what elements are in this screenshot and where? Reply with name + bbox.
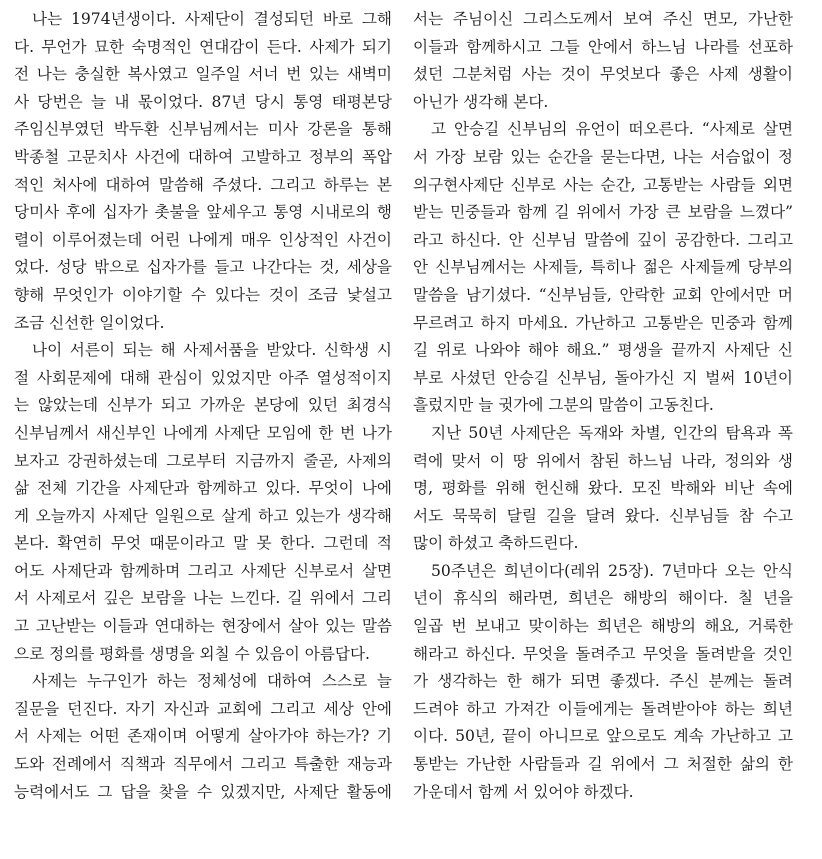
- right-column-text-line: 가운데서 함께 서 있어야 하겠다.: [413, 782, 634, 801]
- right-column-text-line: 이들과 함께하시고 그들 안에서 하느님 나라를 선포하: [413, 37, 793, 56]
- right-column-text-line: 력에 맞서 이 땅 위에서 참된 하느님 나라, 정의와 생: [413, 451, 793, 470]
- right-column-text-line: 이다. 50년, 끝이 아니므로 앞으로도 계속 가난하고 고: [413, 727, 793, 746]
- left-column-text-line: 어도 사제단과 함께하며 그리고 사제단 신부로서 살면: [14, 561, 392, 580]
- right-column-text-line: 고 안승길 신부님의 유언이 떠오른다. “사제로 살면: [431, 120, 793, 139]
- left-column-text-line: 본다. 확연히 무엇 때문이라고 말 못 한다. 그런데 적: [14, 534, 392, 553]
- right-column-text-line: 서는 주님이신 그리스도께서 보여 주신 면모, 가난한: [413, 10, 793, 28]
- left-column-text-line: 사제는 누구인가 하는 정체성에 대하여 스스로 늘: [32, 672, 392, 691]
- right-column-text-line: 길 위로 나와야 해야 해요.” 평생을 끝까지 사제단 신: [413, 341, 793, 360]
- right-column-text-line: 드려야 하고 가져간 이들에게는 돌려받아야 하는 희년: [413, 699, 793, 718]
- left-column-text-line: 신부님께서 새신부인 나에게 사제단 모임에 한 번 나가: [14, 423, 392, 442]
- left-column-text-line: 고 고난받는 이들과 연대하는 현장에서 살아 있는 말씀: [14, 617, 392, 636]
- left-column-text-line: 삶 전체 기간을 사제단과 함께하고 있다. 무엇이 나에: [14, 479, 392, 498]
- left-column-text-line: 나이 서른이 되는 해 사제서품을 받았다. 신학생 시: [32, 341, 392, 360]
- right-column-text-line: 흘렀지만 늘 귓가에 그분의 말씀이 고동친다.: [413, 396, 714, 415]
- right-column-text-line: 지난 50년 사제단은 독재와 차별, 인간의 탐욕과 폭: [431, 423, 793, 442]
- left-column-text-line: 주임신부였던 박두환 신부님께서는 미사 강론을 통해: [14, 120, 392, 139]
- right-column-text-line: 많이 하셨고 축하드린다.: [413, 534, 579, 553]
- right-column-text-line: 일곱 번 보내고 맞이하는 희년은 해방의 해요, 거룩한: [413, 617, 793, 636]
- left-column-text-line: 박종철 고문치사 사건에 대하여 고발하고 정부의 폭압: [14, 147, 392, 166]
- left-column-text-line: 나는 1974년생이다. 사제단이 결성되던 바로 그해: [32, 10, 392, 28]
- right-column-text-line: 라고 하신다. 안 신부님 말씀에 깊이 공감한다. 그리고: [413, 230, 793, 249]
- right-column-text-line: 서 가장 보람 있는 순간을 묻는다면, 나는 서슴없이 정: [413, 147, 793, 166]
- left-column-text-line: 었다. 성당 밖으로 십자가를 들고 나간다는 것, 세상을: [14, 258, 392, 277]
- right-column-text-line: 통받는 가난한 사람들과 길 위에서 그 처절한 삶의 한: [413, 755, 793, 774]
- left-column-text-line: 서 사제로서 깊은 보람을 나는 느낀다. 길 위에서 그리: [14, 589, 392, 608]
- right-column-text-line: 부로 사셨던 안승길 신부님, 돌아가신 지 벌써 10년이: [413, 368, 793, 387]
- right-column-text-line: 명, 평화를 위해 헌신해 왔다. 모진 박해와 비난 속에: [413, 479, 793, 498]
- left-column-text-line: 전 나는 충실한 복사였고 일주일 서너 번 있는 새벽미: [14, 65, 392, 84]
- left-column: [14, 6, 392, 806]
- left-column-text-line: 당미사 후에 십자가 촛불을 앞세우고 통영 시내로의 행: [14, 203, 392, 222]
- left-column-text-line: 능력에서도 그 답을 찾을 수 있겠지만, 사제단 활동에: [14, 782, 392, 801]
- right-column-text-line: 서도 묵묵히 달릴 길을 달려 왔다. 신부님들 참 수고: [413, 506, 793, 525]
- left-column-text-line: 적인 처사에 대하여 말씀해 주셨다. 그리고 하루는 본: [14, 175, 392, 194]
- left-column-text-line: 절 사회문제에 대해 관심이 있었지만 아주 열성적이지: [14, 368, 392, 387]
- right-column-text-line: 의구현사제단 신부로 사는 순간, 고통받는 사람들 외면: [413, 175, 793, 194]
- left-column-text-line: 사 당번은 늘 내 몫이었다. 87년 당시 통영 태평본당: [14, 92, 392, 111]
- left-column-text-line: 보자고 강권하셨는데 그로부터 지금까지 줄곧, 사제의: [14, 451, 392, 470]
- right-column-text-line: 50주년은 희년이다(레위 25장). 7년마다 오는 안식: [431, 561, 793, 580]
- right-column-text-line: 말씀을 남기셨다. “신부님들, 안락한 교회 안에서만 머: [413, 285, 793, 304]
- right-column-text-line: 가 생각하는 한 해가 되면 좋겠다. 주신 분께는 돌려: [413, 672, 793, 691]
- right-column-text-line: 셨던 그분처럼 사는 것이 무엇보다 좋은 사제 생활이: [413, 65, 793, 84]
- right-column-text-line: 안 신부님께서는 사제들, 특히나 젊은 사제들께 당부의: [413, 258, 793, 277]
- right-column-text-line: 해라고 하신다. 무엇을 돌려주고 무엇을 돌려받을 것인: [413, 644, 793, 663]
- left-column-text-line: 게 오늘까지 사제단 일원으로 살게 하고 있는가 생각해: [14, 506, 392, 525]
- right-column-text-line: 아닌가 생각해 본다.: [413, 92, 549, 111]
- right-column: [413, 6, 793, 806]
- left-column-text-line: 다. 무언가 묘한 숙명적인 연대감이 든다. 사제가 되기: [14, 37, 392, 56]
- left-column-text-line: 도와 전례에서 직책과 직무에서 그리고 특출한 재능과: [14, 755, 392, 774]
- left-column-text-line: 렬이 이루어졌는데 어린 나에게 매우 인상적인 사건이: [14, 230, 392, 249]
- left-column-text-line: 향해 무엇인가 이야기할 수 있다는 것이 조금 낯설고: [14, 285, 392, 304]
- left-column-text-line: 질문을 던진다. 자기 자신과 교회에 그리고 세상 안에: [14, 699, 392, 718]
- right-column-text-line: 무르려고 하지 마세요. 가난하고 고통받은 민중과 함께: [413, 313, 793, 332]
- left-column-text-line: 서 사제는 어떤 존재이며 어떻게 살아가야 하는가? 기: [14, 727, 392, 746]
- right-column-text-line: 년이 휴식의 해라면, 희년은 해방의 해이다. 칠 년을: [413, 589, 793, 608]
- left-column-text-line: 조금 신선한 일이었다.: [14, 313, 165, 332]
- right-column-text-line: 받는 민중들과 함께 길 위에서 가장 큰 보람을 느꼈다”: [413, 203, 793, 222]
- left-column-text-line: 으로 정의를 평화를 생명을 외칠 수 있음이 아름답다.: [14, 644, 370, 663]
- left-column-text-line: 는 않았는데 신부가 되고 가까운 본당에 있던 최경식: [14, 396, 392, 415]
